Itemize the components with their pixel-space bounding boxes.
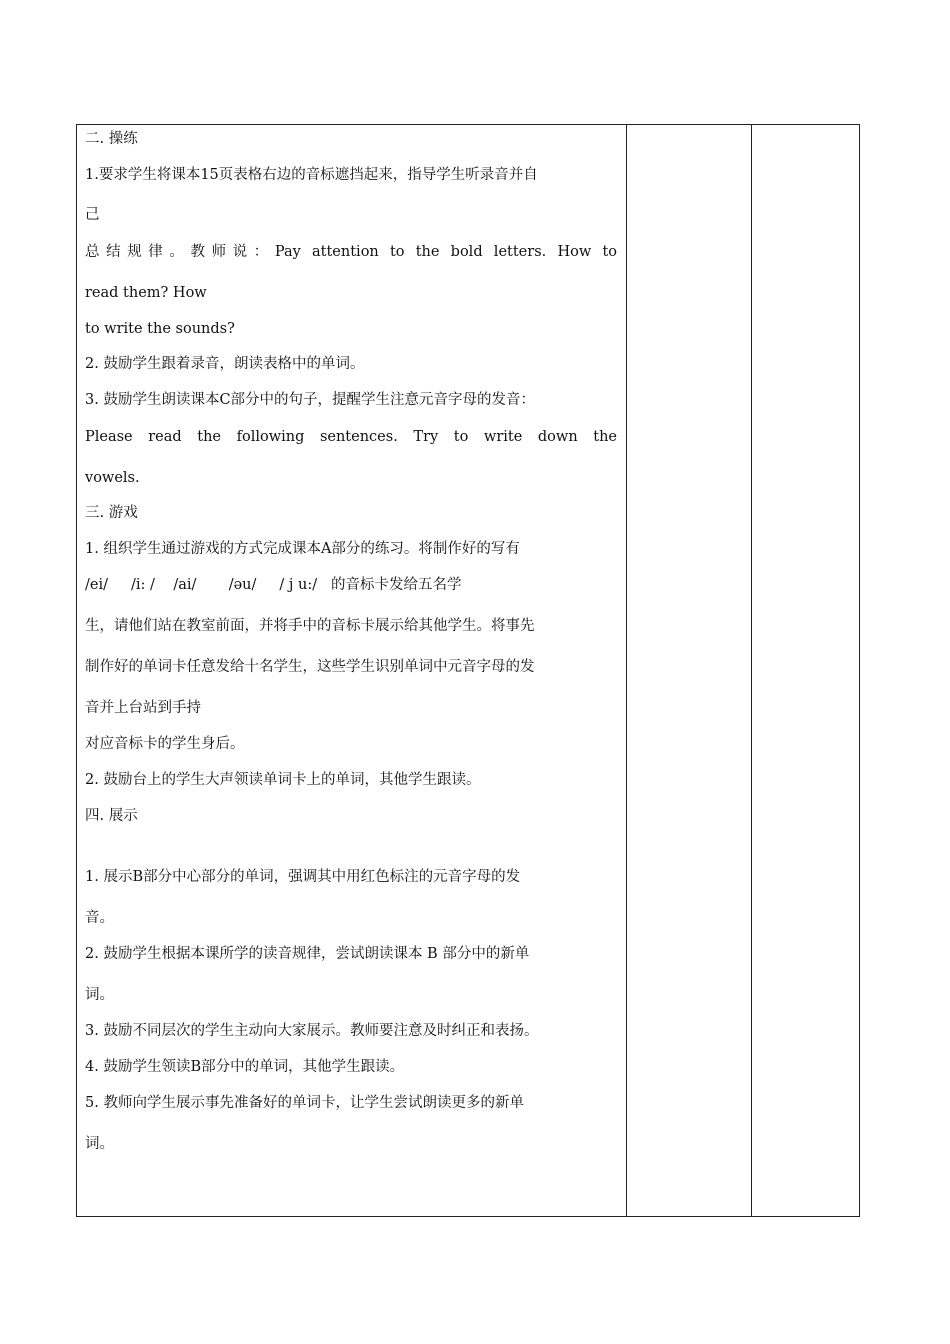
lesson-table xyxy=(76,124,860,1217)
display-item-2-line-2: 词。 xyxy=(85,987,114,1003)
section-heading-display: 四. 展示 xyxy=(85,808,138,824)
practice-item-3-line-1: 3. 鼓励学生朗读课本C部分中的句子，提醒学生注意元音字母的发音： xyxy=(85,392,536,408)
game-item-1-line-4: 制作好的单词卡任意发给十名学生，这些学生识别单词中元音字母的发 xyxy=(85,659,535,675)
game-item-1-line-5: 音并上台站到手持 xyxy=(85,700,201,716)
practice-item-1-line-1: 1.要求学生将课本15页表格右边的音标遮挡起来，指导学生听录音并自 xyxy=(85,167,538,183)
section-heading-practice: 二. 操练 xyxy=(85,131,138,147)
game-item-1-line-1: 1. 组织学生通过游戏的方式完成课本A部分的练习。将制作好的写有 xyxy=(85,541,520,557)
practice-item-1-line-2: 己 xyxy=(85,207,100,223)
column-divider-1 xyxy=(626,125,627,1216)
display-item-3: 3. 鼓励不同层次的学生主动向大家展示。教师要注意及时纠正和表扬。 xyxy=(85,1023,539,1039)
practice-item-3-line-3: vowels. xyxy=(85,470,140,486)
practice-item-1-line-4: read them? How xyxy=(85,285,207,301)
display-item-1-line-1: 1. 展示B部分中心部分的单词，强调其中用红色标注的元音字母的发 xyxy=(85,869,521,885)
game-item-1-line-2: /ei/ /i: / /ai/ /əu/ / j u:/ 的音标卡发给五名学 xyxy=(85,577,462,593)
practice-item-3-line-2: Please read the following sentences. Try to write down the xyxy=(85,429,617,445)
display-item-1-line-2: 音。 xyxy=(85,910,114,926)
section-heading-game: 三. 游戏 xyxy=(85,505,138,521)
game-item-2: 2. 鼓励台上的学生大声领读单词卡上的单词，其他学生跟读。 xyxy=(85,772,481,788)
display-item-4: 4. 鼓励学生领读B部分中的单词，其他学生跟读。 xyxy=(85,1059,405,1075)
display-item-5-line-1: 5. 教师向学生展示事先准备好的单词卡，让学生尝试朗读更多的新单 xyxy=(85,1095,524,1111)
game-item-1-line-6: 对应音标卡的学生身后。 xyxy=(85,736,245,752)
game-item-1-line-3: 生，请他们站在教室前面，并将手中的音标卡展示给其他学生。将事先 xyxy=(85,618,535,634)
display-item-5-line-2: 词。 xyxy=(85,1136,114,1152)
practice-item-1-line-3: 总结规律。教师说：Pay attention to the bold letters. How to xyxy=(85,244,617,260)
display-item-2-line-1: 2. 鼓励学生根据本课所学的读音规律，尝试朗读课本 B 部分中的新单 xyxy=(85,946,530,962)
practice-item-1-line-5: to write the sounds? xyxy=(85,321,235,337)
column-divider-2 xyxy=(751,125,752,1216)
practice-item-2: 2. 鼓励学生跟着录音，朗读表格中的单词。 xyxy=(85,356,365,372)
